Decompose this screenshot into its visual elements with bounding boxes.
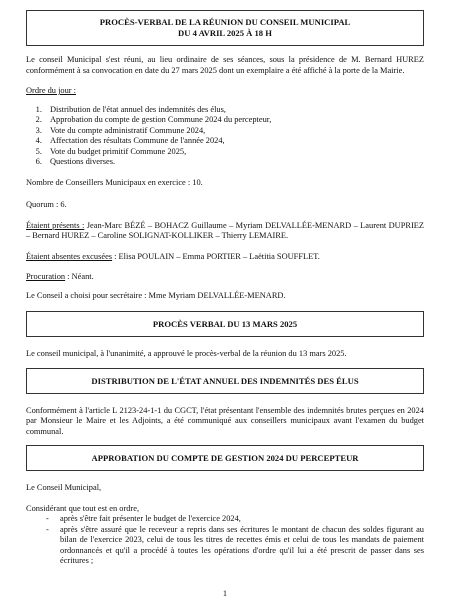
agenda-item: 3. Vote du compte administratif Commune 2024, <box>44 126 424 137</box>
agenda-item: 5. Vote du budget primitif Commune 2025, <box>44 147 424 158</box>
conseil-municipal-line: Le Conseil Municipal, <box>26 483 102 492</box>
intro-paragraph: Le conseil Municipal s'est réuni, au lieu ordinaire de ses séances, sous la présidence de M. Bernard HUREZ conformément à sa convocation en date du 27 mars 2025 dont un exemplaire a été affiché à la porte de la Mairie. <box>26 55 424 75</box>
presents-label: Étaient présents : <box>26 220 85 230</box>
pv-paragraph: Le conseil municipal, à l'unanimité, a approuvé le procès-verbal de la réunion du 13 mars 2025. <box>26 349 347 358</box>
section-title-pv: PROCÈS VERBAL DU 13 MARS 2025 <box>152 319 298 329</box>
absentes-names: : Elisa POULAIN – Emma PORTIER – Laëtitia SOUFFLET. <box>112 251 320 261</box>
agenda-item: 4. Affectation des résultats Commune de l'année 2024, <box>44 136 424 147</box>
section-title-approbation: APPROBATION DU COMPTE DE GESTION 2024 DU PERCEPTEUR <box>91 453 359 463</box>
absentes-label: Étaient absentes excusées <box>26 251 113 261</box>
procuration-label: Procuration <box>26 272 66 281</box>
presents-paragraph <box>26 221 424 242</box>
approbation-list <box>26 514 424 567</box>
presents-names: Jean-Marc BÉZÉ – BOHACZ Guillaume – Myriam DELVALLÉE-MENARD – Laurent DUPRIEZ – Bernard HUREZ – Caroline SOLIGNAT-KOLLIKER – Thierry LEMAIRE. <box>26 220 424 240</box>
section-box-distribution <box>26 368 424 394</box>
approbation-item: - après s'être fait présenter le budget de l'exercice 2024, <box>50 514 424 525</box>
page-number: 1 <box>222 589 228 598</box>
title-line-1: PROCÈS-VERBAL DE LA RÉUNION DU CONSEIL MUNICIPAL <box>99 17 351 27</box>
conseillers-count: Nombre de Conseillers Municipaux en exercice : 10. <box>26 177 203 187</box>
agenda-item: 2. Approbation du compte de gestion Commune 2024 du percepteur, <box>44 115 424 126</box>
agenda-item: 1. Distribution de l'état annuel des indemnités des élus, <box>44 105 424 116</box>
approbation-item: - après s'être assuré que le receveur a repris dans ses écritures le montant de chacun des soldes figurant au bilan de l'exercice 2023, celui de tous les titres de recettes émis et celui de tous les mandats de paiement ordonnancés et qu'il a procédé à toutes les opérations d'ordre qu'il lui a été prescrit de passer dans ses écritures ; <box>50 525 424 567</box>
agenda-heading: Ordre du jour : <box>26 86 77 95</box>
distribution-paragraph: Conformément à l'article L 2123-24-1-1 du CGCT, l'état présentant l'ensemble des indemnités brutes perçues en 2024 par Monsieur le Maire et les Adjoints, a été communiqué aux conseillers municipaux avant l'examen du budget communal. <box>26 405 424 436</box>
agenda-item: 6. Questions diverses. <box>44 157 424 168</box>
title-box <box>26 10 424 46</box>
considerant-line: Considérant que tout est en ordre, <box>26 503 140 513</box>
section-title-distribution: DISTRIBUTION DE L'ÉTAT ANNUEL DES INDEMNITÉS DES ÉLUS <box>91 375 359 386</box>
absentes-paragraph <box>26 252 424 263</box>
quorum: Quorum : 6. <box>26 200 67 209</box>
section-box-pv <box>26 311 424 337</box>
agenda-list <box>26 105 424 168</box>
secretaire-paragraph: Le Conseil a choisi pour secrétaire : Mme Myriam DELVALLÉE-MENARD. <box>26 290 286 300</box>
section-box-approbation <box>26 445 424 471</box>
procuration-paragraph <box>26 272 424 283</box>
title-line-2: DU 4 AVRIL 2025 À 18 H <box>178 28 272 38</box>
procuration-value: : Néant. <box>65 272 94 281</box>
